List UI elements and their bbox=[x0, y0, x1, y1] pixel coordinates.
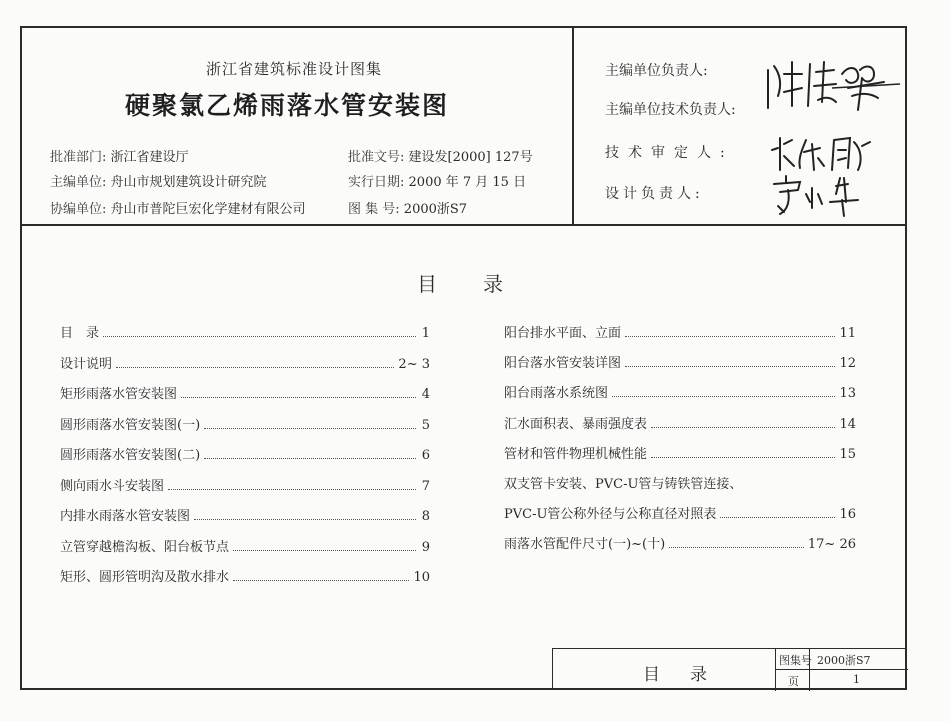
toc-entry-left-4 bbox=[60, 413, 430, 433]
header-vertical-divider bbox=[572, 28, 574, 224]
toc-entry-title: 汇水面积表、暴雨强度表 bbox=[504, 416, 648, 432]
toc-entry-page: 15 bbox=[839, 446, 856, 462]
co-editor-row bbox=[50, 198, 306, 217]
toc-entry-left-6 bbox=[60, 474, 430, 494]
approval-dept-value: 浙江省建设厅 bbox=[110, 150, 189, 165]
co-editor-label: 协编单位: bbox=[50, 202, 107, 217]
atlas-no-row bbox=[348, 198, 467, 217]
toc-entry-leader bbox=[233, 579, 409, 581]
toc-entry-title: PVC-U管公称外径与公称直径对照表 bbox=[504, 507, 717, 523]
chief-editor-value: 舟山市规划建筑设计研究院 bbox=[110, 175, 267, 190]
title-block-title: 目录 bbox=[643, 665, 737, 685]
chief-unit-head-label: 主编单位负责人: bbox=[605, 63, 708, 79]
title-block-atlas-no-label: 图集号 bbox=[779, 654, 812, 667]
toc-entry-leader bbox=[625, 365, 835, 367]
title-block-atlas-no: 2000浙S7 bbox=[817, 654, 871, 667]
effective-date-row bbox=[348, 171, 526, 190]
toc-entry-title: 侧向雨水斗安装图 bbox=[60, 478, 165, 494]
effective-date-value: 2000 年 7 月 15 日 bbox=[408, 175, 527, 190]
title-block-divider bbox=[775, 669, 908, 670]
title-block-page-label: 页 bbox=[788, 675, 799, 688]
toc-entry-leader bbox=[103, 335, 416, 337]
toc-entry-page: 1 bbox=[421, 326, 430, 341]
toc-entry-leader bbox=[168, 488, 416, 490]
co-editor-value: 舟山市普陀巨宏化学建材有限公司 bbox=[110, 202, 306, 217]
toc-entry-title: 内排水雨落水管安装图 bbox=[60, 509, 191, 524]
toc-entry-page: 9 bbox=[421, 539, 430, 555]
toc-entry-leader bbox=[625, 335, 835, 337]
toc-heading: 目录 bbox=[417, 272, 549, 296]
toc-entry-right-4 bbox=[504, 412, 856, 432]
title-block-divider bbox=[775, 649, 776, 691]
toc-entry-title: 矩形、圆形管明沟及散水排水 bbox=[60, 570, 230, 585]
toc-entry-title: 雨落水管配件尺寸(一)~(十) bbox=[504, 537, 666, 553]
approval-doc-value: 建设发[2000] 127号 bbox=[408, 150, 533, 165]
toc-entry-left-2 bbox=[60, 352, 430, 372]
signature-design-leader bbox=[770, 172, 880, 218]
toc-entry-leader bbox=[651, 426, 835, 428]
atlas-no-value: 2000浙S7 bbox=[403, 202, 468, 217]
toc-entry-page: 13 bbox=[839, 386, 856, 402]
title-block-page: 1 bbox=[853, 673, 860, 686]
toc-entry-right-8 bbox=[504, 532, 856, 552]
toc-entry-left-5 bbox=[60, 443, 430, 463]
toc-entry-leader bbox=[194, 518, 416, 520]
toc-entry-page: 10 bbox=[413, 570, 430, 585]
toc-entry-page: 2~ 3 bbox=[398, 356, 430, 372]
toc-entry-title: 目 录 bbox=[60, 326, 100, 341]
toc-entry-page: 7 bbox=[421, 478, 430, 494]
header-divider bbox=[22, 224, 905, 226]
toc-entry-page: 12 bbox=[839, 356, 856, 372]
toc-entry-leader bbox=[651, 456, 835, 458]
toc-entry-right-6 bbox=[504, 472, 856, 492]
toc-entry-page: 5 bbox=[421, 417, 430, 433]
toc-entry-left-9 bbox=[60, 565, 430, 585]
chief-unit-tech-head-label: 主编单位技术负责人: bbox=[605, 102, 736, 118]
toc-entry-title: 矩形雨落水管安装图 bbox=[60, 387, 178, 402]
toc-entry-right-5 bbox=[504, 442, 856, 462]
toc-entry-leader bbox=[720, 516, 835, 518]
toc-entry-left-7 bbox=[60, 504, 430, 524]
toc-entry-leader bbox=[181, 396, 416, 398]
toc-entry-right-2 bbox=[504, 351, 856, 371]
toc-entry-page: 14 bbox=[839, 416, 856, 432]
approval-doc-label: 批准文号: bbox=[348, 150, 405, 165]
atlas-series-subtitle: 浙江省建筑标准设计图集 bbox=[206, 60, 383, 78]
toc-entry-title: 阳台落水管安装详图 bbox=[504, 356, 622, 372]
approval-doc-row bbox=[348, 146, 533, 165]
signature-chief-unit bbox=[762, 52, 902, 114]
toc-entry-leader bbox=[204, 427, 416, 429]
approval-dept-label: 批准部门: bbox=[50, 150, 107, 165]
toc-entry-right-7 bbox=[504, 502, 856, 522]
chief-editor-row bbox=[50, 171, 267, 190]
toc-entry-leader bbox=[204, 457, 416, 459]
toc-entry-left-1 bbox=[60, 321, 430, 341]
toc-entry-title: 圆形雨落水管安装图(二) bbox=[60, 448, 201, 463]
toc-entry-title: 阳台雨落水系统图 bbox=[504, 386, 609, 402]
atlas-no-label: 图 集 号: bbox=[348, 202, 400, 217]
toc-entry-left-8 bbox=[60, 535, 430, 555]
toc-entry-page: 17~ 26 bbox=[807, 537, 856, 553]
drawing-sheet bbox=[20, 26, 907, 690]
toc-entry-right-1 bbox=[504, 321, 856, 341]
toc-entry-right-3 bbox=[504, 381, 856, 401]
technical-reviewer-label: 技术审定人: bbox=[605, 145, 734, 161]
toc-entry-page: 6 bbox=[421, 448, 430, 463]
toc-entry-leader bbox=[233, 549, 416, 551]
toc-entry-title: 管材和管件物理机械性能 bbox=[504, 446, 648, 462]
toc-entry-page: 8 bbox=[421, 509, 430, 524]
toc-entry-leader bbox=[612, 395, 835, 397]
approval-dept-row bbox=[50, 146, 189, 165]
toc-entry-title: 设计说明 bbox=[60, 356, 113, 372]
toc-entry-title: 圆形雨落水管安装图(一) bbox=[60, 417, 201, 433]
signature-technical-reviewer bbox=[770, 130, 890, 174]
toc-entry-page: 4 bbox=[421, 387, 430, 402]
toc-entry-page: 11 bbox=[839, 326, 856, 341]
atlas-title: 硬聚氯乙烯雨落水管安装图 bbox=[125, 91, 450, 120]
toc-entry-leader bbox=[116, 366, 394, 368]
toc-entry-leader bbox=[669, 546, 804, 548]
chief-editor-label: 主编单位: bbox=[50, 175, 107, 190]
toc-entry-left-3 bbox=[60, 382, 430, 402]
toc-entry-title: 双支管卡安装、PVC-U管与铸铁管连接、 bbox=[504, 477, 743, 492]
title-block bbox=[552, 648, 907, 690]
design-leader-label: 设计负责人: bbox=[605, 186, 704, 202]
toc-entry-page: 16 bbox=[839, 507, 856, 523]
toc-entry-title: 立管穿越檐沟板、阳台板节点 bbox=[60, 539, 230, 555]
effective-date-label: 实行日期: bbox=[348, 175, 405, 190]
toc-entry-title: 阳台排水平面、立面 bbox=[504, 326, 622, 341]
